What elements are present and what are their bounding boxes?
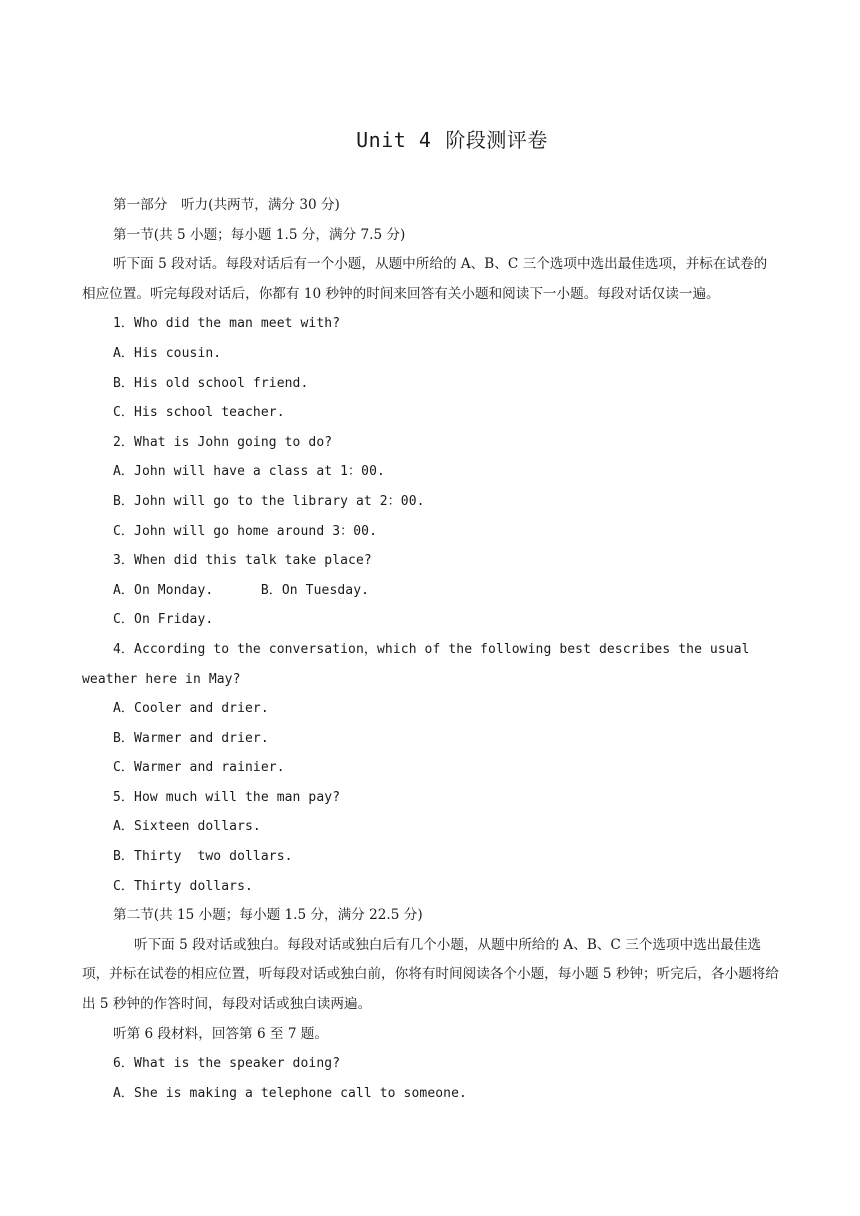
section1-heading: 第一节(共 5 小题；每小题 1.5 分，满分 7.5 分) — [113, 226, 406, 243]
question-6-option-a: A．She is making a telephone call to someone. — [113, 1085, 467, 1101]
page-title — [0, 124, 860, 153]
section2-instructions: 听下面 5 段对话或独白。每段对话或独白后有几个小题，从题中所给的 A、B、C 三个选项中选出最佳选项，并标在试卷的相应位置，听每段对话或独白前，你将有时间阅读各个小题，每小题 5 秒钟；听完后，各小题将给出 5 秒钟的作答时间，每段对话或独白读两遍。 — [82, 936, 779, 1013]
question-2-option-b: B．John will go to the library at 2：00. — [113, 493, 425, 509]
question-2-option-a: A．John will have a class at 1：00. — [113, 464, 385, 480]
question-3: 3．When did this talk take place? — [113, 553, 372, 569]
question-5-option-b: B．Thirty two dollars. — [113, 849, 293, 865]
title-name: 阶段测评卷 — [445, 128, 548, 152]
question-1-option-a: A．His cousin. — [113, 345, 222, 361]
question-5-option-c: C．Thirty dollars. — [113, 878, 253, 894]
material-6-heading: 听第 6 段材料，回答第 6 至 7 题。 — [113, 1025, 328, 1042]
section2-heading: 第二节(共 15 小题；每小题 1.5 分，满分 22.5 分) — [113, 907, 423, 924]
question-4: 4．According to the conversation，which of the following best describes the usual weather here in May? — [82, 641, 758, 687]
question-2: 2．What is John going to do? — [113, 434, 333, 450]
question-2-option-c: C．John will go home around 3：00. — [113, 523, 377, 539]
part-heading: 第一部分 听力(共两节，满分 30 分) — [113, 197, 340, 213]
question-5-option-a: A．Sixteen dollars. — [113, 819, 261, 835]
title-unit: Unit 4 — [356, 128, 432, 152]
question-4-option-b: B．Warmer and drier. — [113, 730, 269, 746]
question-4-option-a: A．Cooler and drier. — [113, 701, 269, 717]
question-6: 6．What is the speaker doing? — [113, 1056, 341, 1072]
question-1-option-b: B．His old school friend. — [113, 375, 309, 391]
question-4-option-c: C．Warmer and rainier. — [113, 760, 285, 776]
document-body — [82, 191, 780, 1108]
question-1: 1．Who did the man meet with? — [113, 316, 341, 332]
section1-instructions: 听下面 5 段对话。每段对话后有一个小题，从题中所给的 A、B、C 三个选项中选出最佳选项，并标在试卷的相应位置。听完每段对话后，你都有 10 秒钟的时间来回答有关小题和阅读下一小题。每段对话仅读一遍。 — [82, 256, 768, 302]
question-3-options-ab: A．On Monday. B．On Tuesday. — [113, 582, 370, 598]
question-1-option-c: C．His school teacher. — [113, 405, 285, 421]
question-3-option-c: C．On Friday. — [113, 612, 214, 628]
question-5: 5．How much will the man pay? — [113, 789, 341, 805]
